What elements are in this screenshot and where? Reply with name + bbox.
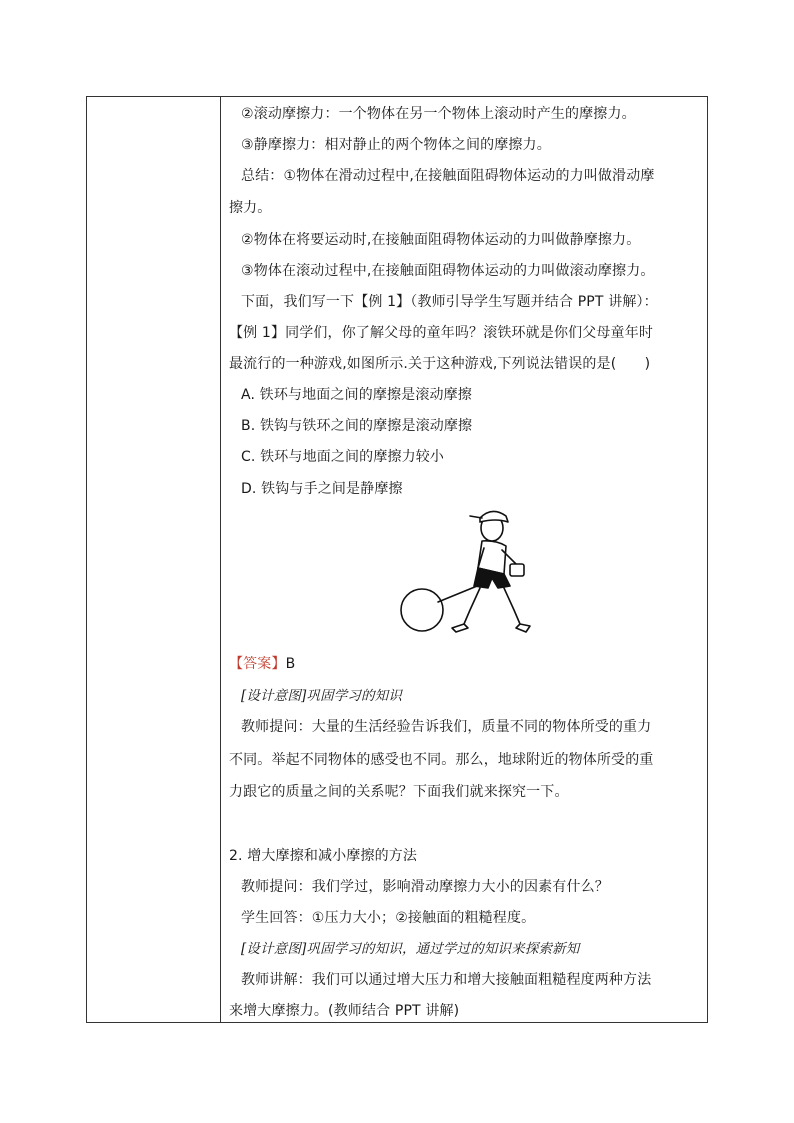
option-d: D. 铁钩与手之间是静摩擦 bbox=[241, 481, 403, 497]
teacher-explain: 教师讲解：我们可以通过增大压力和增大接触面粗糙程度两种方法 bbox=[241, 972, 652, 988]
student-answer: 学生回答：①压力大小；②接触面的粗糙程度。 bbox=[241, 910, 536, 926]
text-line: 擦力。 bbox=[229, 200, 272, 216]
answer-line bbox=[229, 655, 703, 673]
hoop-rolling-illustration bbox=[310, 506, 550, 646]
option-a: A. 铁环与地面之间的摩擦是滚动摩擦 bbox=[241, 387, 472, 403]
teacher-question: 不同。举起不同物体的感受也不同。那么，地球附近的物体所受的重 bbox=[229, 752, 654, 768]
teacher-question: 力跟它的质量之间的关系呢？下面我们就来探究一下。 bbox=[229, 784, 569, 800]
design-intent: [设计意图]巩固学习的知识，通过学过的知识来探索新知 bbox=[241, 941, 580, 957]
text-line: 下面，我们写一下【例 1】（教师引导学生写题并结合 PPT 讲解）： bbox=[241, 294, 658, 310]
text-line: ③物体在滚动过程中,在接触面阻碍物体运动的力叫做滚动摩擦力。 bbox=[241, 263, 655, 279]
text-line: ③静摩擦力：相对静止的两个物体之间的摩擦力。 bbox=[241, 137, 551, 153]
teacher-question: 教师提问：我们学过，影响滑动摩擦力大小的因素有什么？ bbox=[241, 879, 609, 895]
option-b: B. 铁钩与铁环之间的摩擦是滚动摩擦 bbox=[241, 418, 473, 434]
text-line: ②滚动摩擦力：一个物体在另一个物体上滚动时产生的摩擦力。 bbox=[241, 106, 636, 122]
option-c: C. 铁环与地面之间的摩擦力较小 bbox=[241, 449, 445, 465]
teacher-explain: 来增大摩擦力。(教师结合 PPT 讲解) bbox=[229, 1003, 460, 1019]
teacher-question: 教师提问：大量的生活经验告诉我们，质量不同的物体所受的重力 bbox=[241, 719, 652, 735]
example-line: 【例 1】同学们，你了解父母的童年吗？滚铁环就是你们父母童年时 bbox=[229, 325, 654, 341]
text-line: ②物体在将要运动时,在接触面阻碍物体运动的力叫做静摩擦力。 bbox=[241, 232, 641, 248]
example-line: 最流行的一种游戏,如图所示.关于这种游戏,下列说法错误的是( ) bbox=[229, 356, 651, 372]
text-line: 总结：①物体在滑动过程中,在接触面阻碍物体运动的力叫做滑动摩 bbox=[241, 168, 655, 184]
iron-hoop bbox=[401, 589, 443, 631]
section-title: 2. 增大摩擦和减小摩擦的方法 bbox=[229, 848, 418, 864]
answer-value: B bbox=[285, 656, 296, 672]
answer-label: 【答案】 bbox=[229, 656, 286, 672]
design-intent: [设计意图]巩固学习的知识 bbox=[241, 688, 402, 704]
